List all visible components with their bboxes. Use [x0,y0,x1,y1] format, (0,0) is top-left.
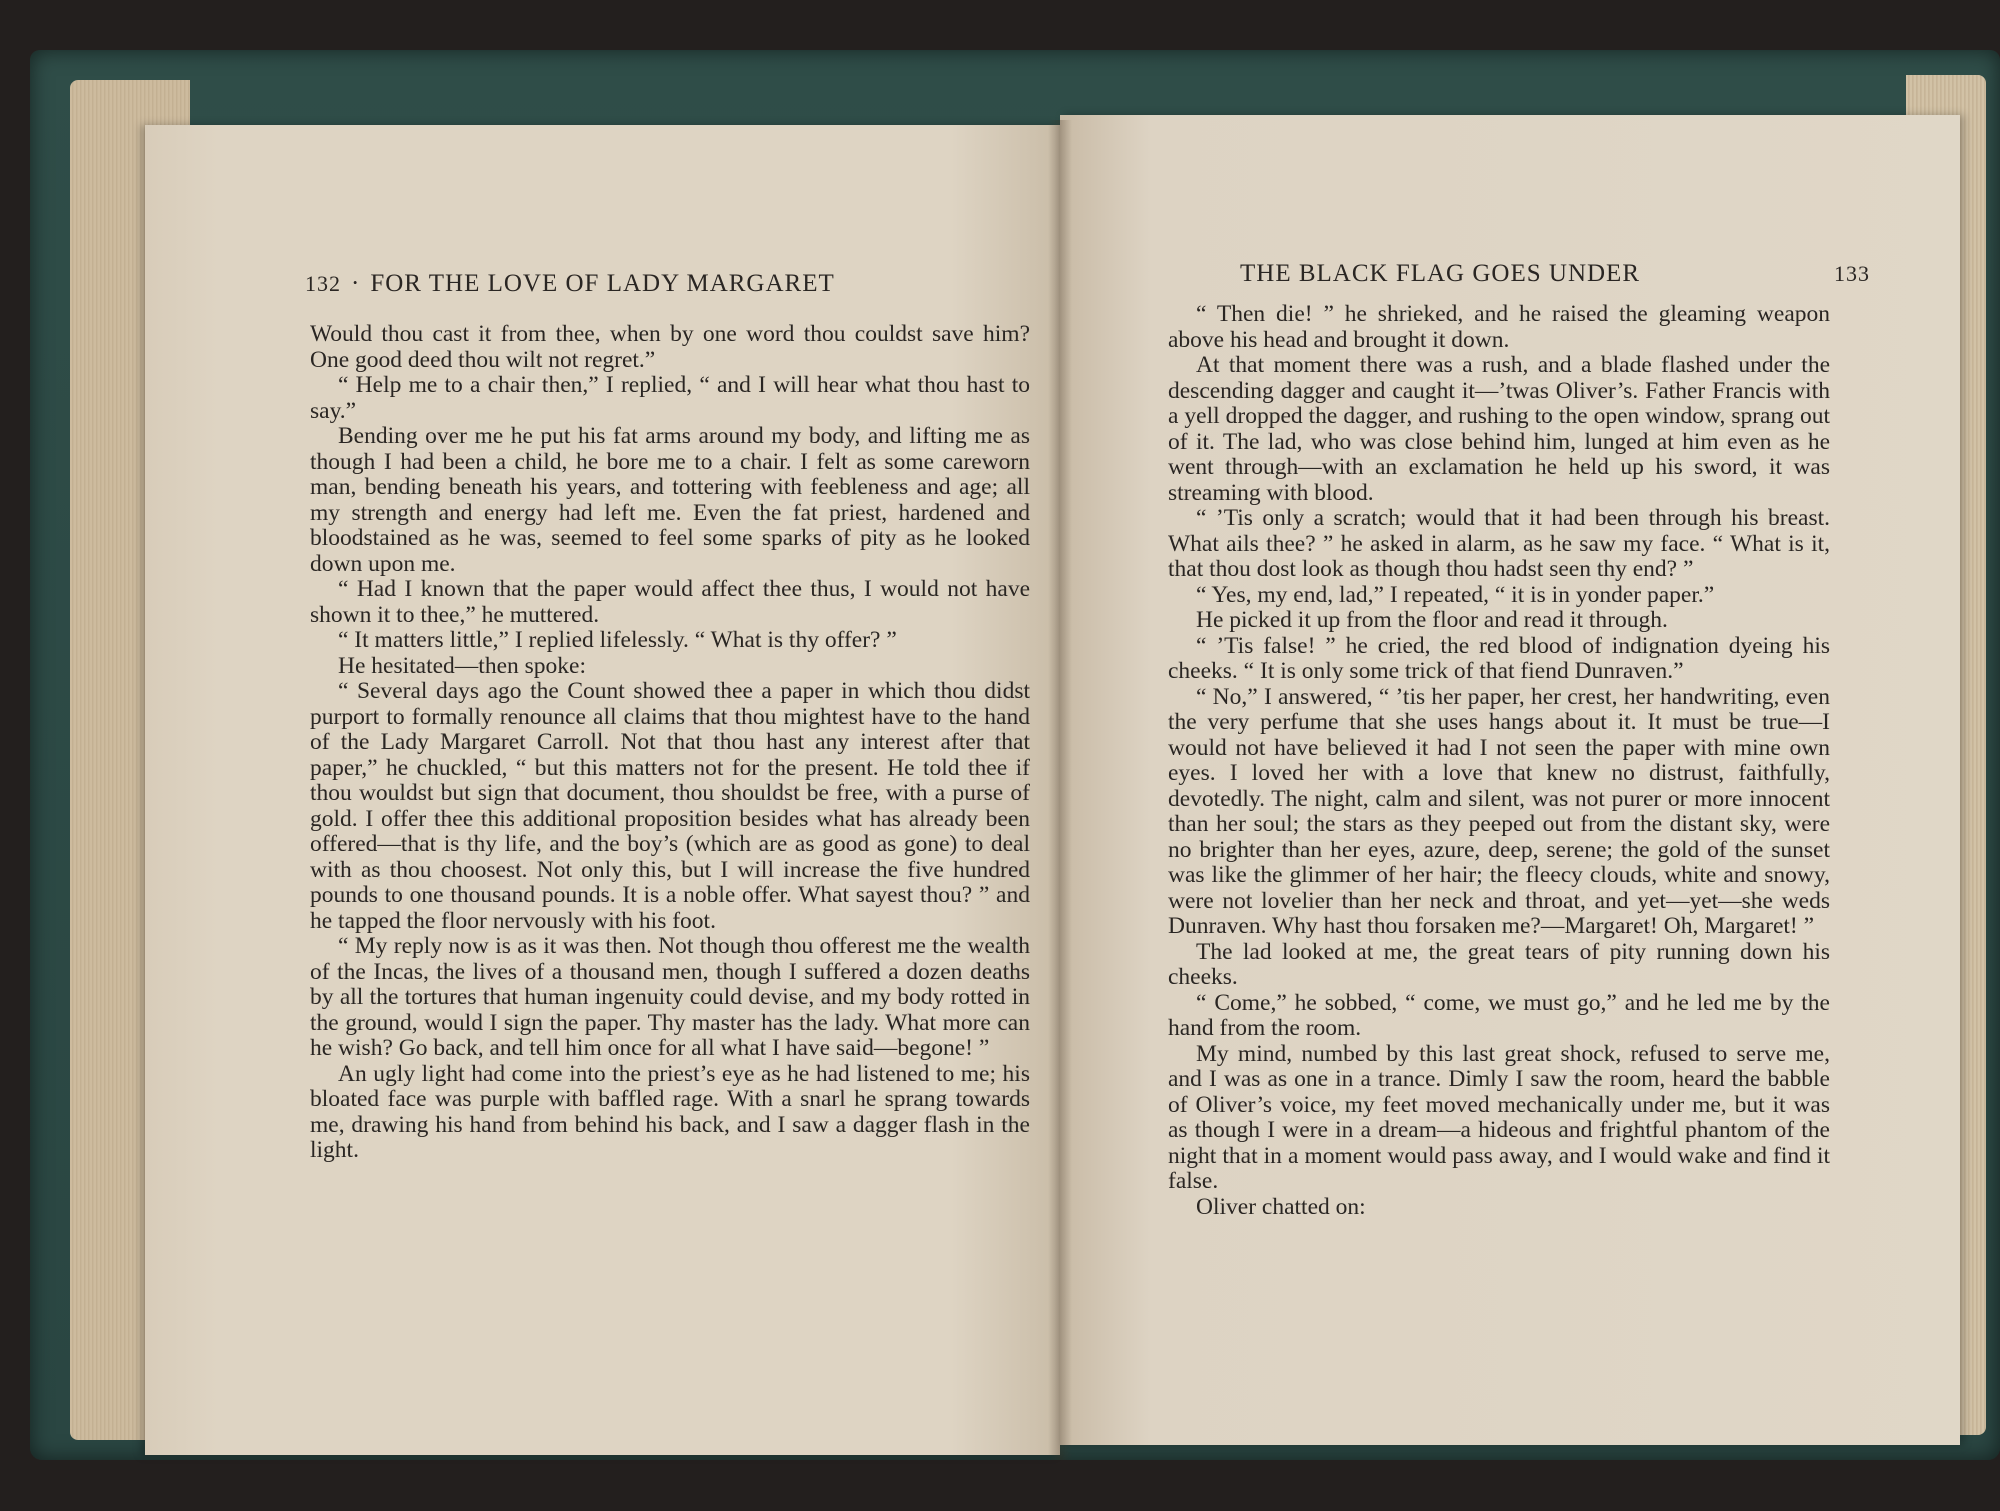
paragraph: “ Then die! ” he shrieked, and he raised the gleaming weapon above his head and brought it down. [1168,301,1830,353]
right-page-body [1168,302,1830,1220]
paragraph: He hesitated—then spoke: [338,652,586,679]
running-title: FOR THE LOVE OF LADY MARGARET [370,270,835,297]
paragraph: “ Help me to a chair then,” I replied, “ and I will hear what thou hast to say.” [310,372,1030,424]
paragraph: “ Had I known that the paper would affect thee thus, I would not have shown it to thee,” he muttered. [310,576,1030,628]
paragraph: “ No,” I answered, “ ’tis her paper, her crest, her handwriting, even the very perfume that she uses hangs about it. It must be true—I would not have believed it had I not seen the paper with mine own eyes. I loved her with a love that knew no distrust, faithfully, devotedly. The night, calm and silent, was not purer or more innocent than her soul; the stars as they peeped out from the distant sky, were no brighter than her eyes, azure, deep, serene; the gold of the sunset was like the glimmer of her hair; the fleecy clouds, white and snowy, were not lovelier than her neck and throat, and yet—yet—she weds Dunraven. Why hast thou forsaken me?—Margaret! Oh, Margaret! ” [1168,683,1830,939]
paragraph: “ Yes, my end, lad,” I repeated, “ it is in yonder paper.” [1196,581,1715,608]
paragraph: Oliver chatted on: [1196,1193,1366,1220]
paragraph: Would thou cast it from thee, when by one word thou couldst save him? One good deed thou wilt not regret.” [310,321,1030,373]
left-page [145,125,1060,1455]
running-title: THE BLACK FLAG GOES UNDER [1240,260,1640,287]
paragraph: “ Come,” he sobbed, “ come, we must go,” and he led me by the hand from the room. [1168,989,1830,1041]
paragraph: At that moment there was a rush, and a blade flashed under the descending dagger and caught it—’twas Oliver’s. Father Francis with a yell dropped the dagger, and rushing to the open window, sprang out of it. The lad, who was close behind him, lunged at him even as he went through—with an exclamation he held up his sword, it was streaming with blood. [1168,352,1830,506]
left-page-body [310,322,1030,1164]
paragraph: The lad looked at me, the great tears of pity running down his cheeks. [1168,938,1830,990]
paragraph: “ It matters little,” I replied lifelessly. “ What is thy offer? ” [338,627,897,653]
paragraph: “ Several days ago the Count showed thee a paper in which thou didst purport to formally renounce all claims that thou mightest have to the hand of the Lady Margaret Carroll. Not that thou hast any interest after that paper,” he chuckled, “ but this matters not for the present. He told thee if thou wouldst but sign that document, thou shouldst be free, with a purse of gold. I offer thee this additional proposition besides what has already been offered—that is thy life, and the boy’s (which are as good as gone) to deal with as thou choosest. Not only this, but I will increase the five hundred pounds to one thousand pounds. It is a noble offer. What sayest thou? ” and he tapped the floor nervously with his foot. [310,678,1030,934]
paragraph: An ugly light had come into the priest’s eye as he had listened to me; his bloated face was purple with baffled rage. With a snarl he sprang towards me, drawing his hand from behind his back, and I saw a dagger flash in the light. [310,1060,1030,1163]
book-gutter [1048,120,1072,1460]
open-book [30,50,2000,1460]
left-page-header [305,270,1025,298]
paragraph: “ ’Tis false! ” he cried, the red blood of indignation dyeing his cheeks. “ It is only some trick of that fiend Dunraven.” [1168,632,1830,684]
page-number: 132 [305,271,341,296]
paragraph: Bending over me he put his fat arms around my body, and lifting me as though I had been a child, he bore me to a chair. I felt as some careworn man, bending beneath his years, and tottering with feebleness and age; all my strength and energy had left me. Even the fat priest, hardened and bloodstained as he was, seemed to feel some sparks of pity as he looked down upon me. [310,423,1030,577]
paragraph: “ ’Tis only a scratch; would that it had been through his breast. What ails thee? ” he asked in alarm, as he saw my face. “ What is it, that thou dost look as though thou hadst seen thy end? ” [1168,505,1830,582]
page-number: 133 [1834,261,1870,286]
paragraph: My mind, numbed by this last great shock, refused to serve me, and I was as one in a trance. Dimly I saw the room, heard the babble of Oliver’s voice, my feet moved mechanically under me, but it was as though I were in a dream—a hideous and frightful phantom of the night that in a moment would pass away, and I would wake and find it false. [1168,1040,1830,1194]
right-page [1060,115,1960,1445]
paragraph: “ My reply now is as it was then. Not though thou offerest me the wealth of the Incas, the lives of a thousand men, though I suffered a dozen deaths by all the tortures that human ingenuity could devise, and my body rotted in the ground, would I sign the paper. Thy master has the lady. What more can he wish? Go back, and tell him once for all what I have said—begone! ” [310,933,1030,1061]
paragraph: He picked it up from the floor and read it through. [1196,607,1668,633]
header-separator: · [351,270,361,297]
right-page-header [1240,260,1870,288]
